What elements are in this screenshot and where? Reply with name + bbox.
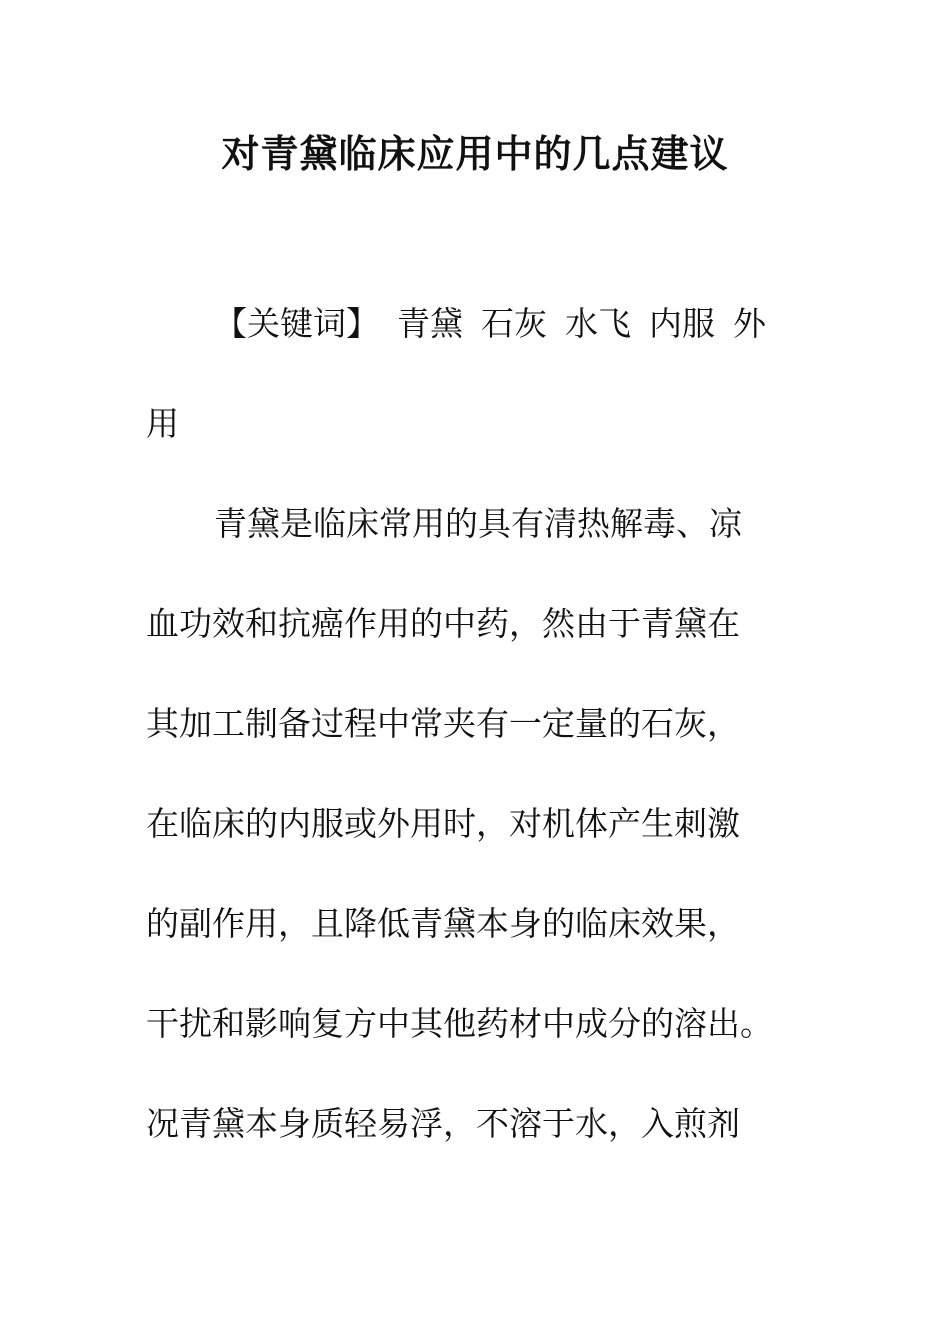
paragraph-line: 在临床的内服或外用时，对机体产生刺激 <box>146 804 740 843</box>
paragraph-line: 血功效和抗癌作用的中药，然由于青黛在 <box>146 604 740 643</box>
keyword-item: 水飞 <box>565 304 631 343</box>
keywords-label: 【关键词】 <box>214 304 379 343</box>
paragraph-line: 干扰和影响复方中其他药材中成分的溶出。 <box>146 1004 773 1043</box>
keyword-item: 石灰 <box>481 304 547 343</box>
keyword-item: 内服 <box>649 304 715 343</box>
keyword-item: 外 <box>733 304 766 343</box>
document-title: 对青黛临床应用中的几点建议 <box>221 132 729 176</box>
keyword-item: 青黛 <box>397 304 463 343</box>
paragraph-line: 的副作用，且降低青黛本身的临床效果， <box>146 904 740 943</box>
paragraph-line: 其加工制备过程中常夹有一定量的石灰， <box>146 704 740 743</box>
keywords-line <box>214 300 766 348</box>
paragraph-line: 青黛是临床常用的具有清热解毒、凉 <box>214 504 742 543</box>
keywords-continuation: 用 <box>146 404 179 443</box>
paragraph-line: 况青黛本身质轻易浮，不溶于水，入煎剂 <box>146 1104 740 1143</box>
